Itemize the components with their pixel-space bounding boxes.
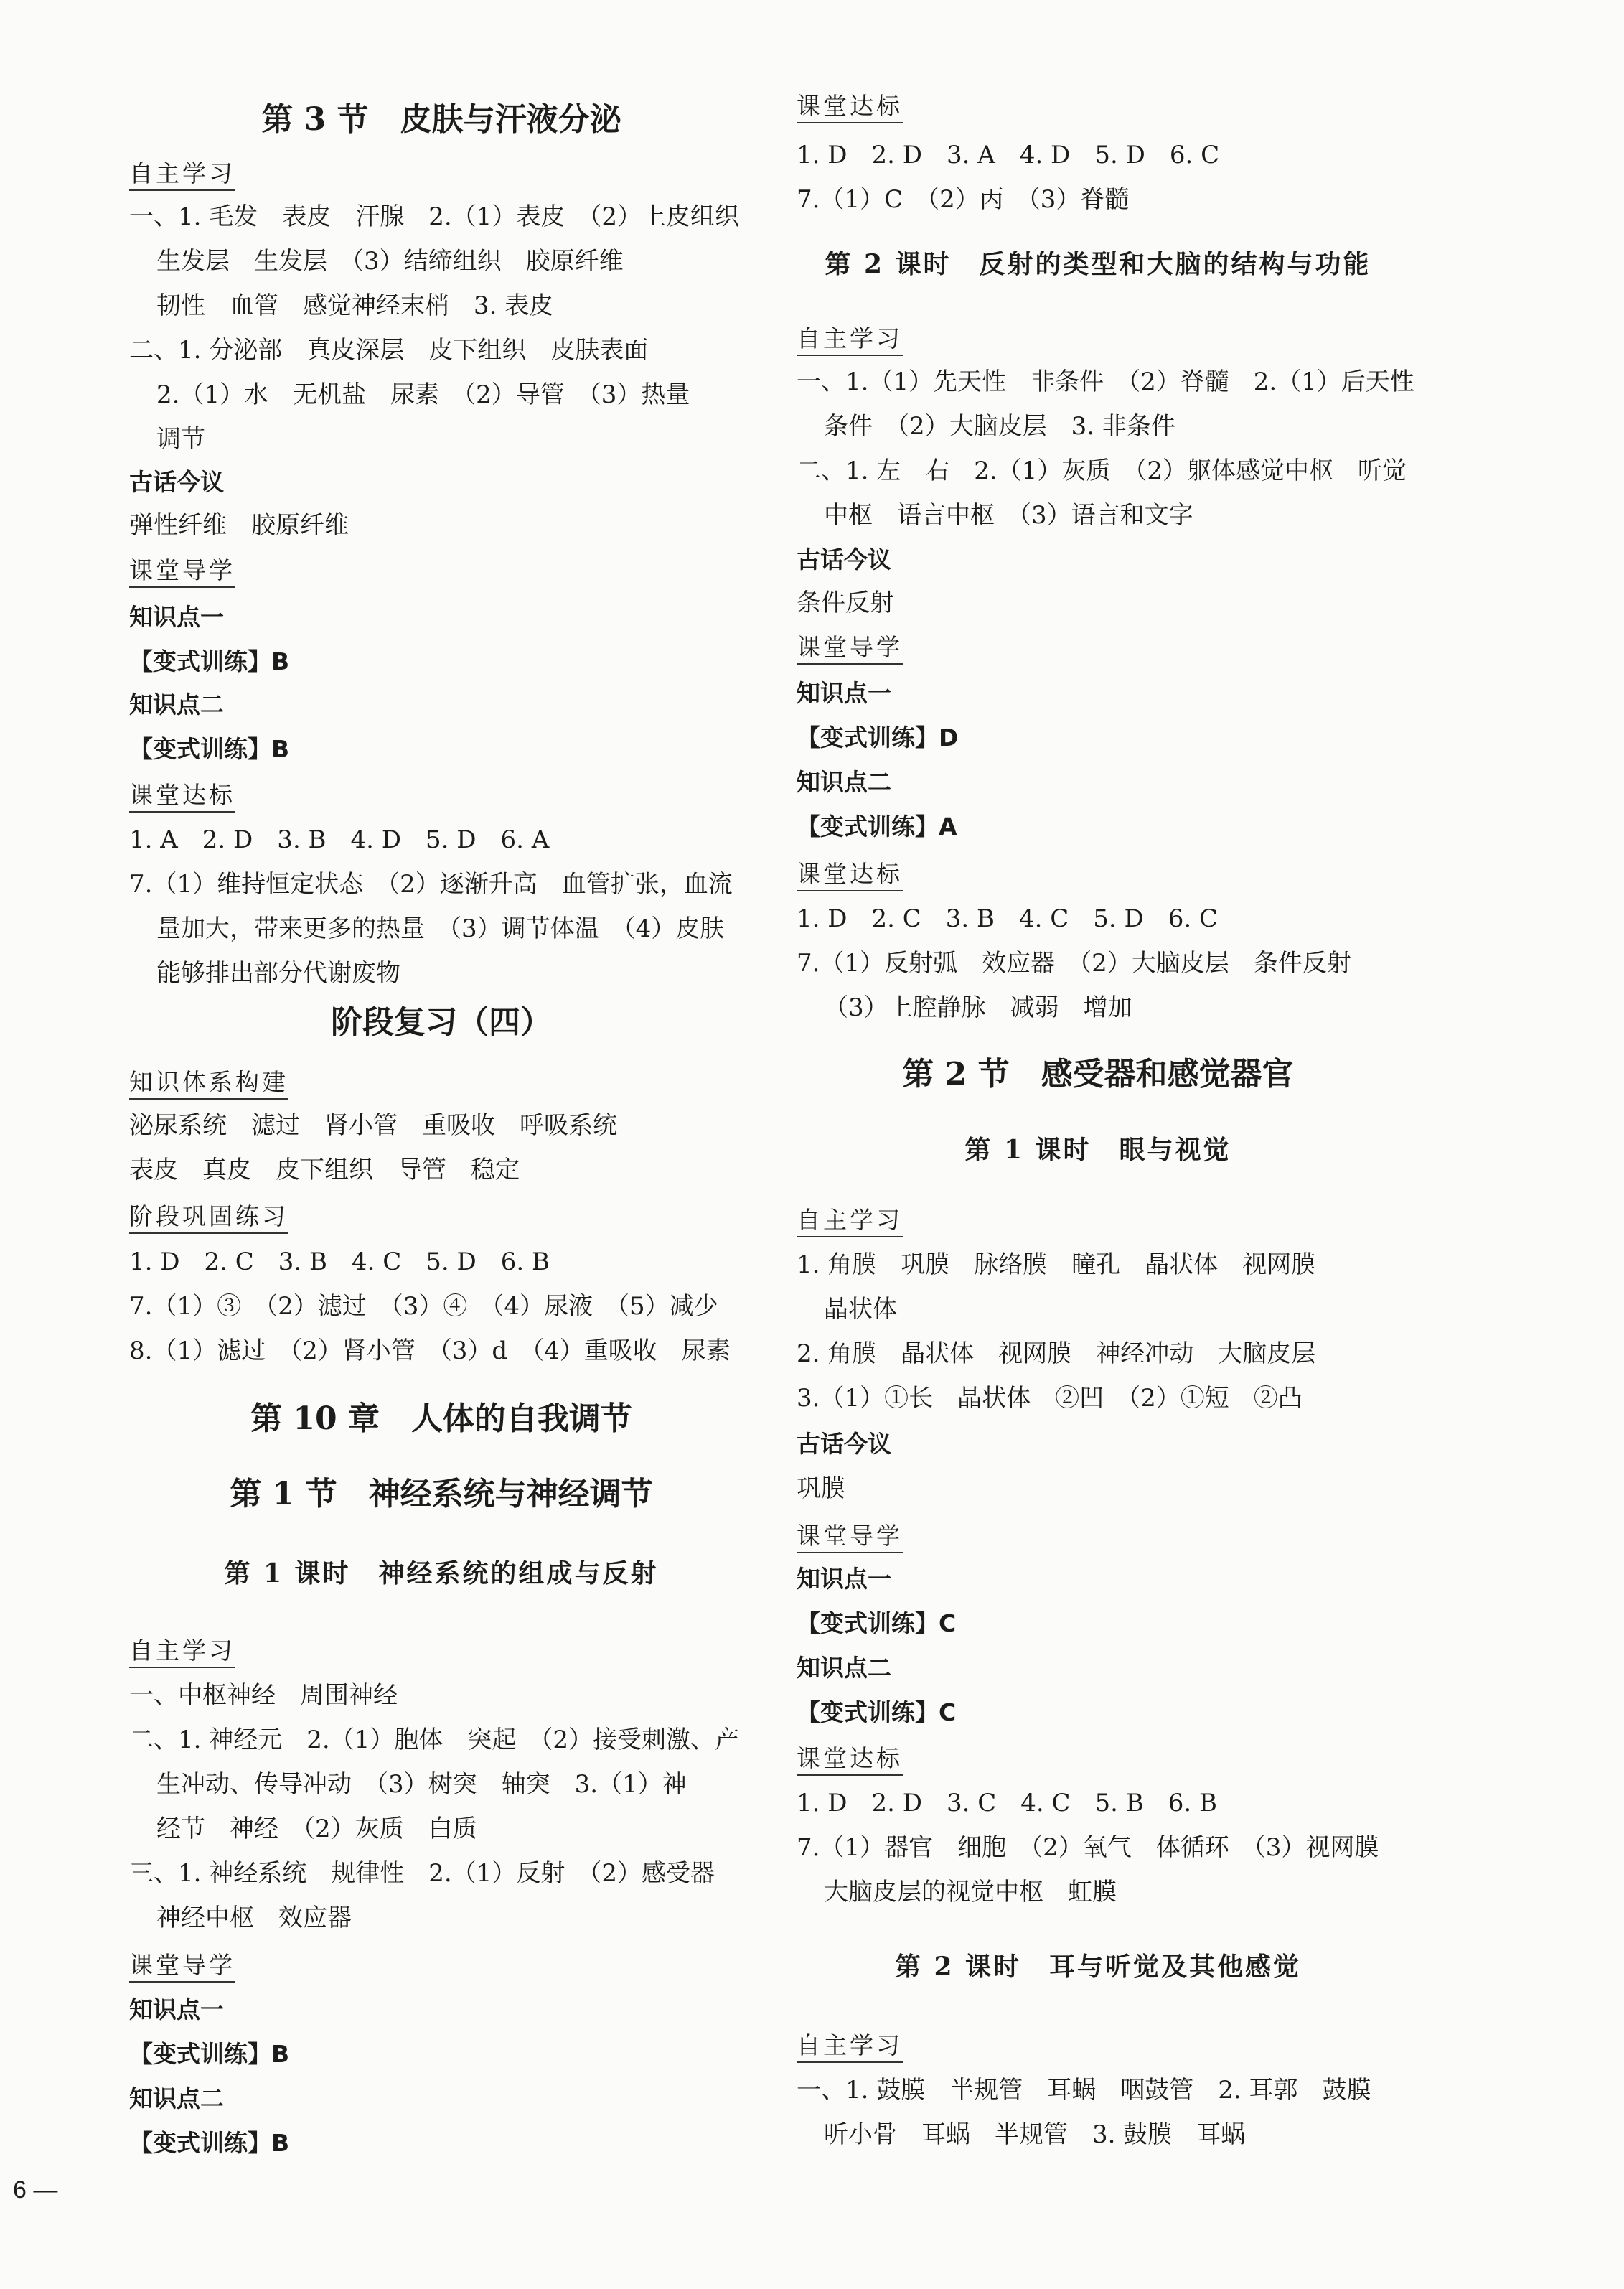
- section-heading: 第 1 节 神经系统与神经调节: [230, 1476, 653, 1512]
- bold-line: 【变式训练】C: [797, 1698, 957, 1726]
- section-label: 自主学习: [129, 1637, 235, 1668]
- section-heading: 第 3 节 皮肤与汗液分泌: [261, 101, 621, 138]
- answer-line: 条件 （2）大脑皮层 3. 非条件: [824, 412, 1175, 441]
- answer-line: 一、1. 鼓膜 半规管 耳蜗 咽鼓管 2. 耳郭 鼓膜: [797, 2076, 1371, 2105]
- section-label: 自主学习: [797, 324, 903, 356]
- answer-line: 中枢 语言中枢 （3）语言和文字: [824, 501, 1193, 530]
- answer-line: 调节: [156, 425, 205, 454]
- bold-line: 【变式训练】D: [797, 724, 959, 752]
- answer-line: 二、1. 神经元 2.（1）胞体 突起 （2）接受刺激、产: [129, 1726, 739, 1754]
- answer-line: 条件反射: [797, 589, 894, 617]
- answer-line: 一、1. 毛发 表皮 汗腺 2.（1）表皮 （2）上皮组织: [129, 202, 739, 231]
- answer-line: （3）上腔静脉 减弱 增加: [824, 993, 1132, 1022]
- answer-line: 7.（1）③ （2）滤过 （3）④ （4）尿液 （5）减少: [129, 1292, 718, 1321]
- answer-line: 1. 角膜 巩膜 脉络膜 瞳孔 晶状体 视网膜: [797, 1250, 1316, 1279]
- lesson-heading: 第 1 课时 眼与视觉: [964, 1135, 1231, 1165]
- answer-line: 7.（1）C （2）丙 （3）脊髓: [797, 185, 1130, 214]
- bold-line: 知识点一: [129, 1995, 224, 2023]
- bold-line: 【变式训练】C: [797, 1609, 957, 1637]
- section-label: 课堂导学: [129, 1951, 235, 1983]
- answer-line: 1. D 2. D 3. C 4. C 5. B 6. B: [797, 1789, 1218, 1817]
- left-column: [129, 0, 754, 2225]
- answer-line: 晶状体: [824, 1295, 897, 1324]
- right-column: [797, 0, 1428, 2225]
- answer-line: 泌尿系统 滤过 肾小管 重吸收 呼吸系统: [129, 1111, 617, 1140]
- bold-line: 【变式训练】B: [129, 647, 290, 675]
- bold-line: 知识点一: [129, 603, 224, 631]
- answer-line: 巩膜: [797, 1474, 845, 1503]
- bold-line: 知识点二: [797, 768, 891, 796]
- answer-line: 经节 神经 （2）灰质 白质: [156, 1815, 477, 1843]
- bold-line: 【变式训练】A: [797, 813, 957, 841]
- answer-line: 7.（1）反射弧 效应器 （2）大脑皮层 条件反射: [797, 949, 1351, 978]
- answer-line: 一、1.（1）先天性 非条件 （2）脊髓 2.（1）后天性: [797, 368, 1414, 396]
- answer-line: 表皮 真皮 皮下组织 导管 稳定: [129, 1156, 520, 1184]
- section-heading: 第 10 章 人体的自我调节: [250, 1400, 632, 1437]
- answer-line: 生发层 生发层 （3）结缔组织 胶原纤维: [156, 247, 624, 276]
- answer-line: 1. D 2. C 3. B 4. C 5. D 6. C: [797, 904, 1219, 933]
- bold-line: 知识点一: [797, 1565, 891, 1593]
- answer-line: 8.（1）滤过 （2）肾小管 （3）d （4）重吸收 尿素: [129, 1337, 731, 1365]
- section-label: 课堂导学: [797, 633, 903, 665]
- bold-line: 知识点一: [797, 679, 891, 707]
- bold-line: 【变式训练】B: [129, 735, 290, 763]
- answer-line: 听小骨 耳蜗 半规管 3. 鼓膜 耳蜗: [824, 2120, 1246, 2149]
- section-label: 知识体系构建: [129, 1068, 288, 1100]
- bold-line: 古话今议: [797, 546, 891, 574]
- answer-line: 弹性纤维 胶原纤维: [129, 511, 349, 540]
- answer-line: 神经中枢 效应器: [156, 1904, 352, 1932]
- bold-line: 知识点二: [129, 2084, 224, 2112]
- lesson-heading: 第 2 课时 耳与听觉及其他感觉: [894, 1952, 1302, 1982]
- answer-line: 大脑皮层的视觉中枢 虹膜: [824, 1878, 1117, 1906]
- answer-line: 1. A 2. D 3. B 4. D 5. D 6. A: [129, 825, 550, 854]
- section-heading: 第 2 节 感受器和感觉器官: [902, 1056, 1294, 1092]
- bold-line: 古话今议: [797, 1430, 891, 1458]
- section-label: 课堂导学: [797, 1522, 903, 1553]
- answer-line: 三、1. 神经系统 规律性 2.（1）反射 （2）感受器: [129, 1859, 715, 1888]
- answer-line: 量加大，带来更多的热量 （3）调节体温 （4）皮肤: [156, 914, 725, 943]
- answer-line: 韧性 血管 感觉神经末梢 3. 表皮: [156, 291, 554, 320]
- section-label: 课堂达标: [797, 860, 903, 891]
- section-label: 课堂达标: [797, 92, 903, 123]
- bold-line: 【变式训练】B: [129, 2129, 290, 2157]
- answer-line: 二、1. 左 右 2.（1）灰质 （2）躯体感觉中枢 听觉: [797, 457, 1407, 485]
- answer-line: 7.（1）维持恒定状态 （2）逐渐升高 血管扩张，血流: [129, 870, 733, 899]
- answer-line: 生冲动、传导冲动 （3）树突 轴突 3.（1）神: [156, 1770, 687, 1799]
- answer-line: 2.（1）水 无机盐 尿素 （2）导管 （3）热量: [156, 380, 690, 409]
- section-label: 课堂达标: [797, 1744, 903, 1776]
- answer-line: 一、中枢神经 周围神经: [129, 1681, 398, 1710]
- section-heading: 阶段复习（四）: [331, 1004, 552, 1041]
- answer-line: 3.（1）①长 晶状体 ②凹 （2）①短 ②凸: [797, 1384, 1303, 1413]
- answer-line: 1. D 2. C 3. B 4. C 5. D 6. B: [129, 1248, 550, 1276]
- section-label: 自主学习: [129, 159, 235, 191]
- answer-line: 1. D 2. D 3. A 4. D 5. D 6. C: [797, 141, 1220, 169]
- section-label: 阶段巩固练习: [129, 1202, 288, 1234]
- section-label: 自主学习: [797, 2031, 903, 2063]
- lesson-heading: 第 2 课时 反射的类型和大脑的结构与功能: [825, 249, 1371, 279]
- section-label: 课堂达标: [129, 781, 235, 813]
- answer-line: 能够排出部分代谢废物: [156, 959, 400, 988]
- bold-line: 知识点二: [129, 691, 224, 718]
- page-number: 6 —: [13, 2176, 58, 2204]
- lesson-heading: 第 1 课时 神经系统的组成与反射: [224, 1558, 659, 1588]
- answer-line: 7.（1）器官 细胞 （2）氧气 体循环 （3）视网膜: [797, 1833, 1379, 1862]
- answer-line: 二、1. 分泌部 真皮深层 皮下组织 皮肤表面: [129, 336, 649, 365]
- bold-line: 古话今议: [129, 468, 224, 496]
- bold-line: 知识点二: [797, 1654, 891, 1682]
- answer-line: 2. 角膜 晶状体 视网膜 神经冲动 大脑皮层: [797, 1339, 1316, 1368]
- section-label: 自主学习: [797, 1206, 903, 1237]
- bold-line: 【变式训练】B: [129, 2040, 290, 2068]
- section-label: 课堂导学: [129, 556, 235, 588]
